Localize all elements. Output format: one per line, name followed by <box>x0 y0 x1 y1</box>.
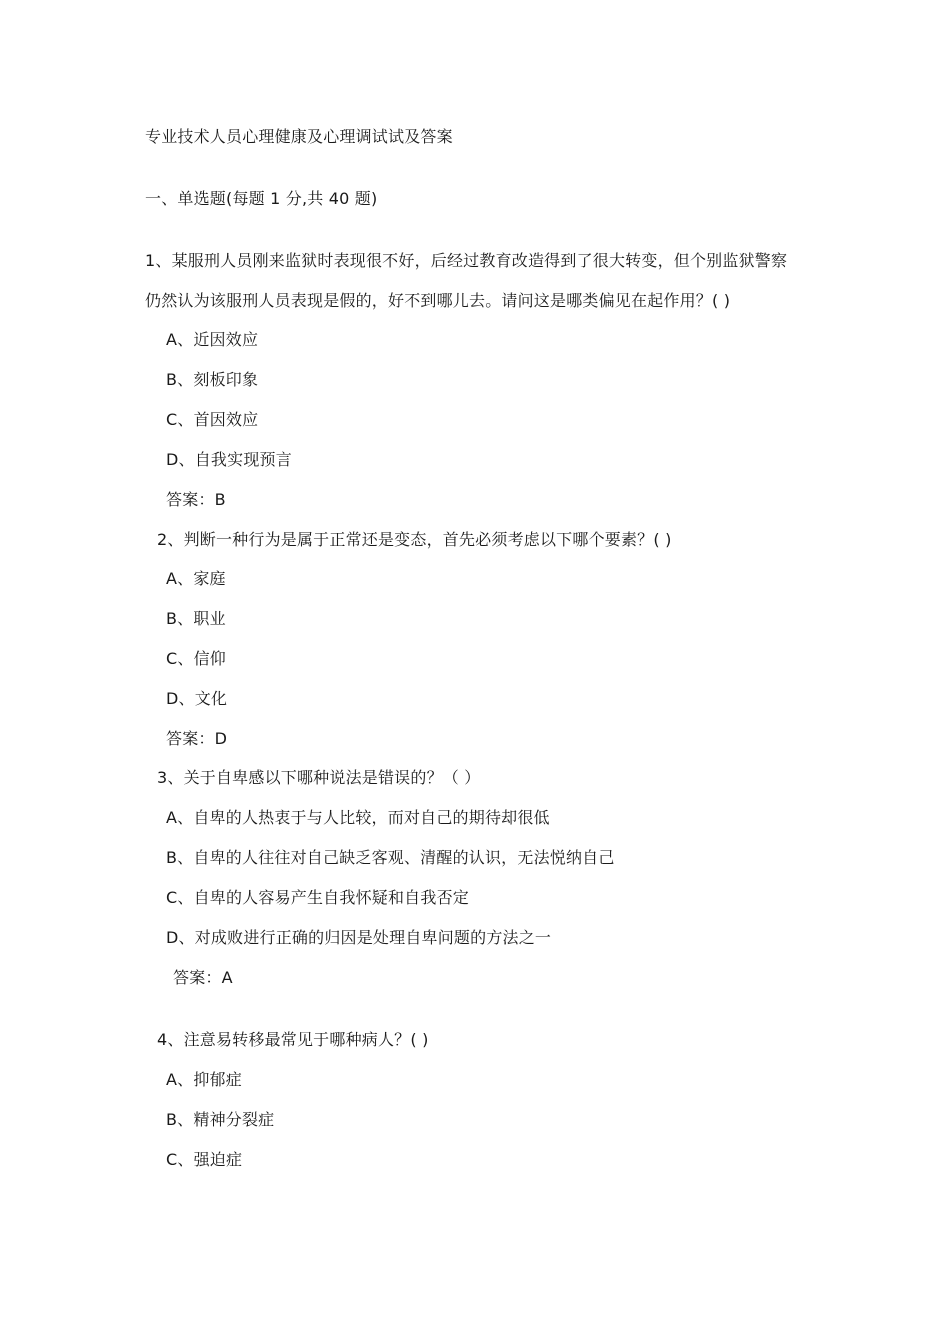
question-4-option-a: A、抑郁症 <box>166 1070 242 1089</box>
question-4-stem: 4、注意易转移最常见于哪种病人？( ) <box>157 1030 429 1049</box>
question-2-option-c: C、信仰 <box>166 649 226 668</box>
question-1-option-b: B、刻板印象 <box>166 370 259 389</box>
question-2-option-d: D、文化 <box>166 689 228 708</box>
section-heading: 一、单选题(每题 1 分,共 40 题) <box>145 189 378 208</box>
question-1-option-d: D、自我实现预言 <box>166 450 292 469</box>
question-3-option-a: A、自卑的人热衷于与人比较，而对自己的期待却很低 <box>166 808 550 827</box>
question-1-answer: 答案：B <box>166 490 226 509</box>
question-2-stem: 2、判断一种行为是属于正常还是变态，首先必须考虑以下哪个要素？( ) <box>157 530 672 549</box>
question-2-option-a: A、家庭 <box>166 569 226 588</box>
question-2-answer: 答案：D <box>166 729 228 748</box>
question-3-answer: 答案：A <box>173 968 233 987</box>
question-2-option-b: B、职业 <box>166 609 226 628</box>
question-1-option-c: C、首因效应 <box>166 410 259 429</box>
question-3-option-d: D、对成败进行正确的归因是处理自卑问题的方法之一 <box>166 928 552 947</box>
question-1-stem-line-2: 仍然认为该服刑人员表现是假的，好不到哪儿去。请问这是哪类偏见在起作用？( ) <box>145 291 731 310</box>
question-1-stem-line-1: 1、某服刑人员刚来监狱时表现很不好，后经过教育改造得到了很大转变，但个别监狱警察 <box>145 251 788 270</box>
question-3-stem: 3、关于自卑感以下哪种说法是错误的？（ ） <box>157 768 481 787</box>
question-4-option-b: B、精神分裂症 <box>166 1110 275 1129</box>
document-title: 专业技术人员心理健康及心理调试试及答案 <box>145 127 453 146</box>
question-3-option-c: C、自卑的人容易产生自我怀疑和自我否定 <box>166 888 469 907</box>
question-4-option-c: C、强迫症 <box>166 1150 243 1169</box>
question-1-option-a: A、近因效应 <box>166 330 259 349</box>
question-3-option-b: B、自卑的人往往对自己缺乏客观、清醒的认识，无法悦纳自己 <box>166 848 615 867</box>
